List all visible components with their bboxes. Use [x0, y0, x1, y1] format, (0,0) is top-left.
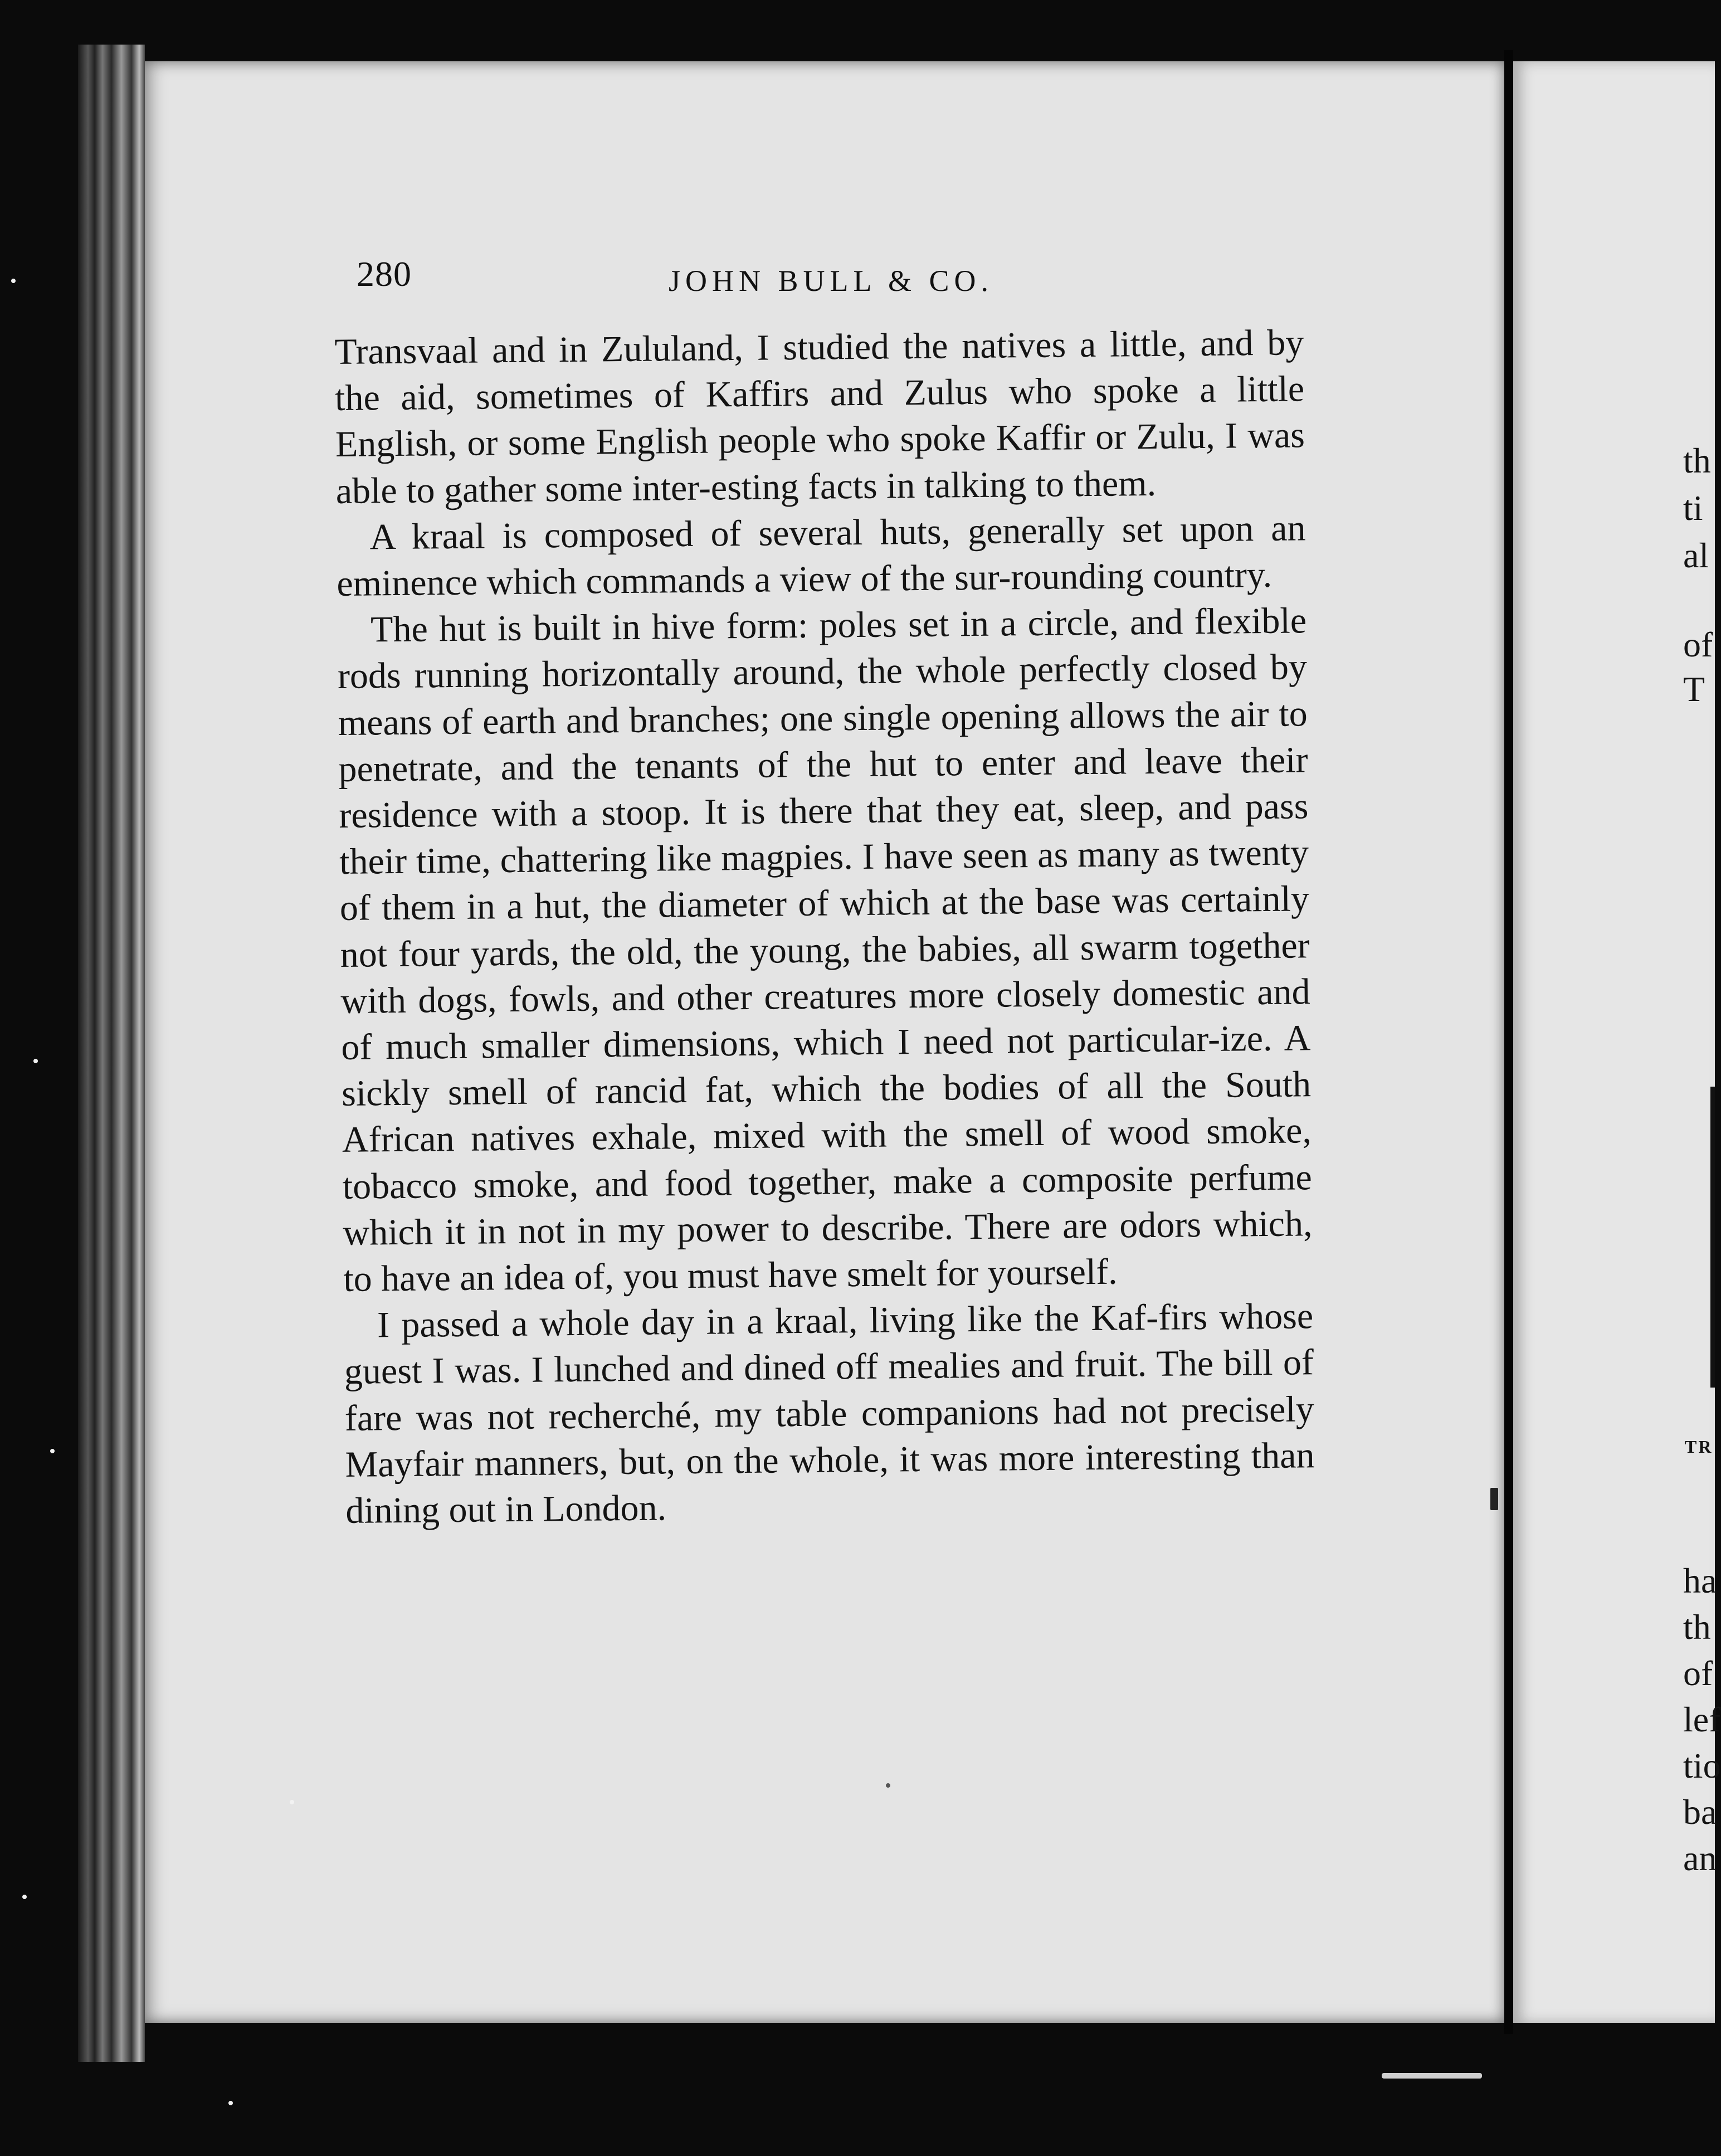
text-fragment: an — [1683, 1838, 1717, 1878]
scan-mark — [1490, 1488, 1498, 1510]
paragraph-day-in-kraal: I passed a whole day in a kraal, living like the Kaf-firs whose guest I was. I lunched and dined off mealies and fruit. The bill of fare was not recherché, my table companions had not precisely Mayfair manners, but, on the whole, it was more interesting than dining out in London. — [344, 1296, 1315, 1531]
scan-speck — [886, 1783, 890, 1788]
text-fragment: al — [1683, 536, 1709, 575]
text-fragment: ti — [1683, 488, 1703, 528]
text-fragment: th — [1683, 1607, 1711, 1647]
text-fragment: tio — [1683, 1746, 1721, 1785]
right-page-fragments — [1513, 61, 1721, 2023]
paragraph-hut: The hut is built in hive form: poles set in a circle, and flexible rods running horizontally around, the whole perfectly closed by means of earth and branches; one single opening allows the air to penetrate, and the tenants of the hut to enter and leave their residence with a stoop. It is there that they eat, sleep, and pass their time, chattering like magpies. I have seen as many as twenty of them in a hut, the diameter of which at the base was certainly not four yards, the old, the young, the babies, all swarm together with dogs, fowls, and other creatures more closely domestic and of much smaller dimensions, which I need not particular-ize. A sickly smell of rancid fat, which the bodies of all the South African natives exhale, mixed with the smell of wood smoke, tobacco smoke, and food together, make a composite perfume which it in not in my power to describe. There are odors which, to have an idea of, you must have smelt for yourself. — [337, 600, 1313, 1300]
text-fragment: lef — [1683, 1700, 1721, 1739]
paragraph-kraal: A kraal is composed of several huts, generally set upon an eminence which commands a view of the sur-rounding country. — [337, 508, 1306, 604]
scan-scratch — [1382, 2073, 1482, 2079]
page-number: 280 — [357, 254, 412, 294]
paragraph-continued: Transvaal and in Zululand, I studied the natives a little, and by the aid, sometimes of Kaffirs and Zulus who spoke a little English, or some English people who spoke Kaffir or Zulu, I was able to gather some inter-esting facts in talking to them. — [334, 322, 1305, 512]
caption-fragment: TR — [1685, 1437, 1713, 1457]
text-fragment: T — [1683, 669, 1705, 709]
scan-speck — [228, 2101, 233, 2105]
text-fragment: th — [1683, 441, 1711, 480]
book-spine-edge — [78, 45, 145, 2062]
scan-speck — [290, 1800, 294, 1804]
running-head-title: JOHN BULL & CO. — [669, 264, 994, 298]
scan-speck — [33, 1059, 38, 1063]
scan-speck — [50, 1449, 55, 1453]
text-fragment: ba — [1683, 1792, 1717, 1832]
text-fragment: of — [1683, 1653, 1713, 1693]
text-fragment: ha — [1683, 1561, 1717, 1600]
scan-speck — [11, 279, 16, 283]
right-page — [1513, 61, 1721, 2023]
text-fragment: of — [1683, 625, 1713, 664]
page-gutter — [1504, 50, 1513, 2034]
body-text — [334, 319, 1315, 1534]
scan-speck — [22, 1895, 27, 1899]
illustration-border-edge — [1710, 1087, 1715, 1388]
